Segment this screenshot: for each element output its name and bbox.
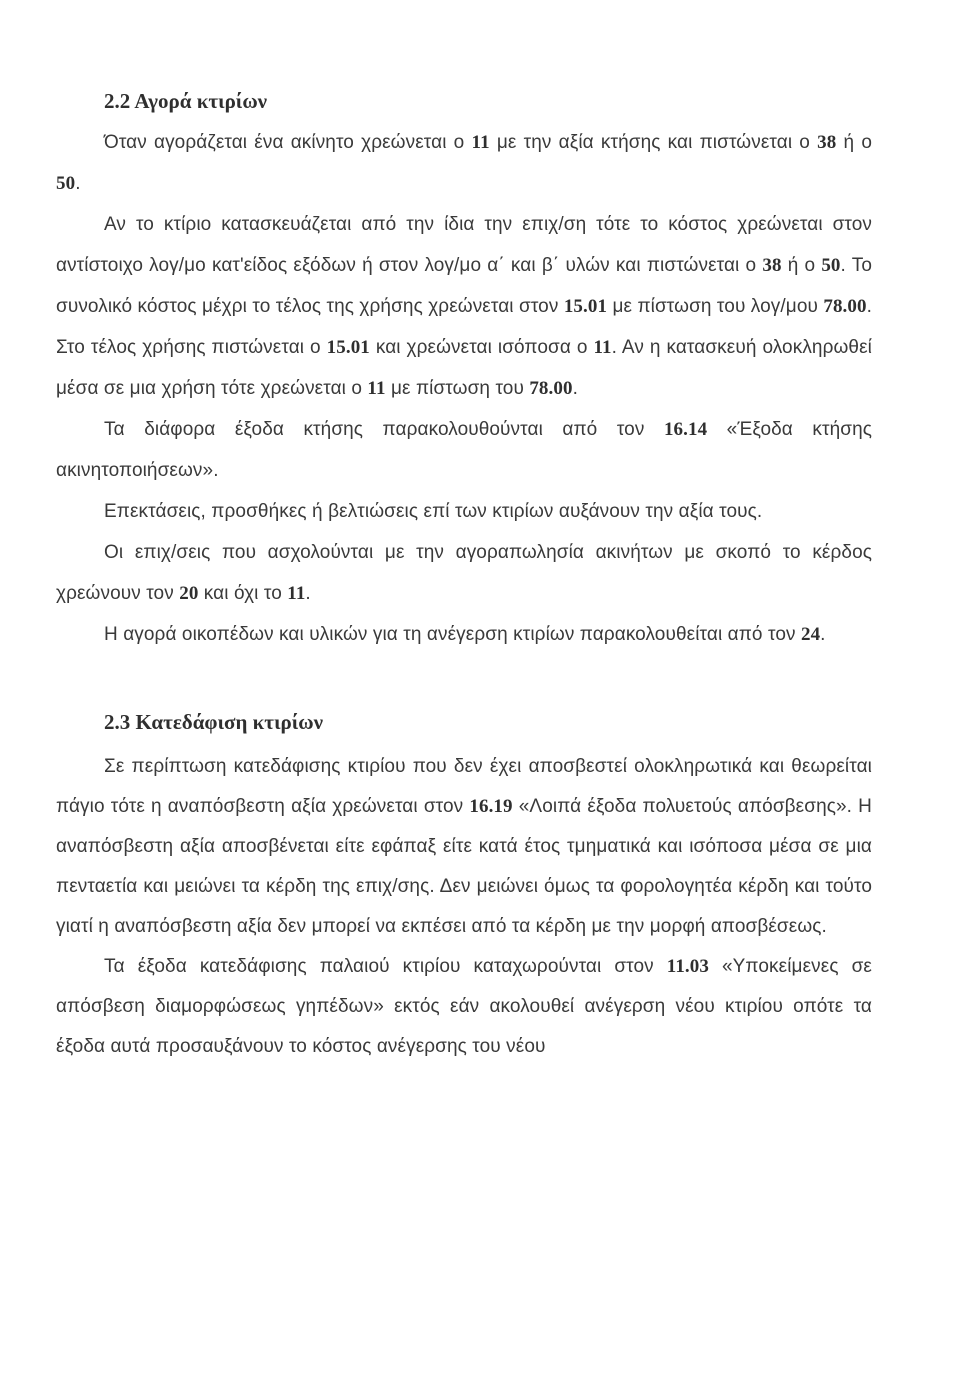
paragraph-construction: Αν το κτίριο κατασκευάζεται από την ίδια την επιχ/ση τότε το κόστος χρεώνεται στον αντίστοιχο λογ/μο κατ'είδος εξόδων ή στον λογ/μο α΄ και β΄ υλών και πιστώνεται ο 38 ή ο 50. Το συνολικό κόστος μέχρι το τέλος της χρήσης χρεώνεται στον 15.01 με πίστωση του λογ/μου 78.00. Στο τέλος χρήσης πιστώνεται ο 15.01 και χρεώνεται ισόποσα ο 11. Αν η κατασκευή ολοκληρωθεί μέσα σε μια χρήση τότε χρεώνεται ο 11 με πίστωση του 78.00. [56,214,872,399]
paragraph-acquisition-costs: Τα διάφορα έξοδα κτήσης παρακολουθούνται από τον 16.14 «Έξοδα κτήσης ακινητοποιήσεων». [56,419,872,481]
section-2-3-body [56,747,872,1067]
section-heading-2-2: 2.2 Αγορά κτιρίων [104,89,268,113]
paragraph-extensions: Επεκτάσεις, προσθήκες ή βελτιώσεις επί των κτιρίων αυξάνουν την αξία τους. [104,501,763,522]
paragraph-demolition: Σε περίπτωση κατεδάφισης κτιρίου που δεν έχει αποσβεστεί ολοκληρωτικά και θεωρείται πάγιο τότε η αναπόσβεστη αξία χρεώνεται στον 16.19 «Λοιπά έξοδα πολυετούς απόσβεσης». Η αναπόσβεστη αξία αποσβένεται είτε εφάπαξ είτε κατά έτος τμηματικά και ισόποσα μέσα σε μια πενταετία και μειώνει τα κέρδη της επιχ/σης. Δεν μειώνει όμως τα φορολογητέα κέρδη και τούτο γιατί η αναπόσβεστη αξία δεν μπορεί να εκπέσει από τα κέρδη με την μορφή αποσβέσεως. [56,756,872,937]
paragraph-land-purchase: Η αγορά οικοπέδων και υλικών για τη ανέγερση κτιρίων παρακολουθείται από τον 24. [104,624,826,645]
paragraph-real-estate-trade: Οι επιχ/σεις που ασχολούνται με την αγοραπωλησία ακινήτων με σκοπό το κέρδος χρεώνουν τον 20 και όχι το 11. [56,542,872,604]
section-heading-2-3: 2.3 Κατεδάφιση κτιρίων [104,710,323,734]
paragraph-demolition-costs: Τα έξοδα κατεδάφισης παλαιού κτιρίου καταχωρούνται στον 11.03 «Υποκείμενες σε απόσβεση διαμορφώσεως γηπέδων» εκτός εάν ακολουθεί ανέγερση νέου κτιρίου οπότε τα έξοδα αυτά προσαυξάνουν το κόστος ανέγερσης του νέου [56,956,872,1057]
paragraph-purchase: Όταν αγοράζεται ένα ακίνητο χρεώνεται ο 11 με την αξία κτήσης και πιστώνεται ο 38 ή ο 50. [56,132,872,194]
document-page [56,86,872,1067]
